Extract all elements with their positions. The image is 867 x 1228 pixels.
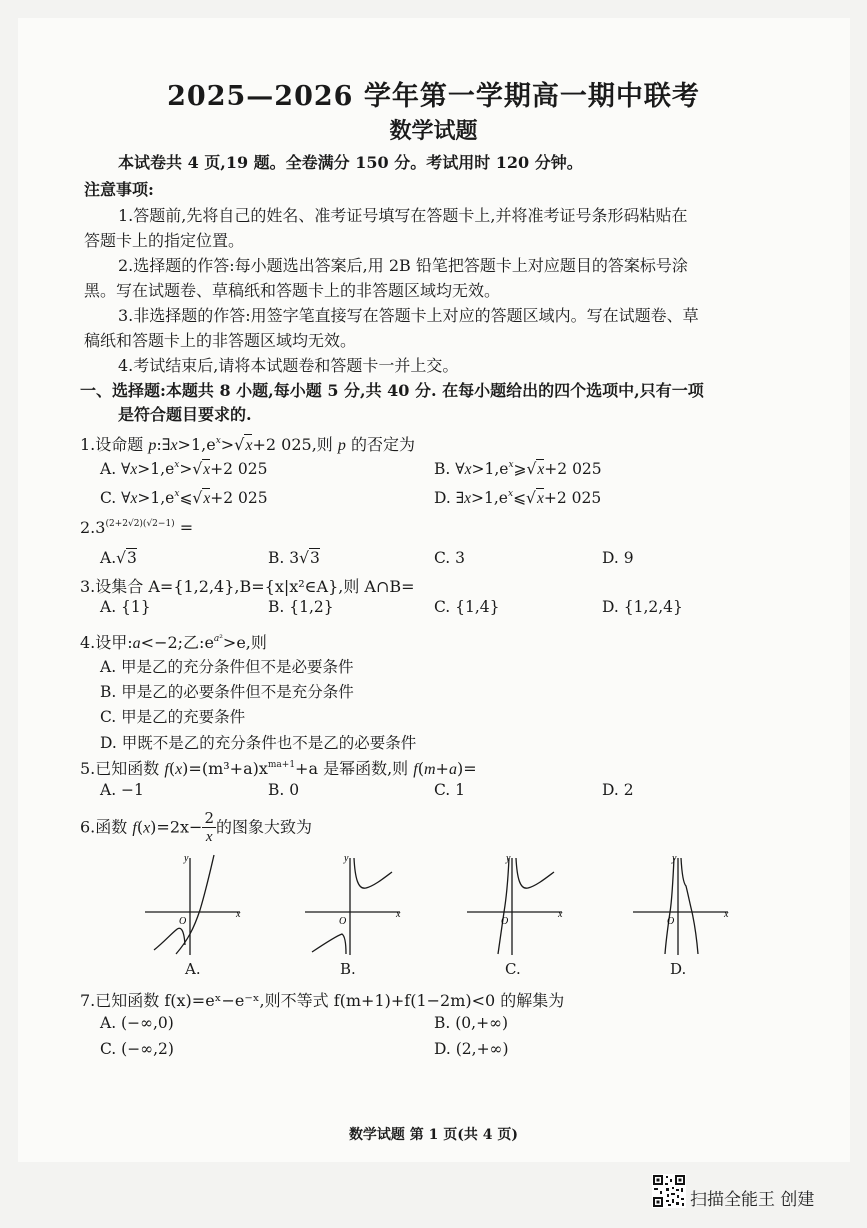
axis-y-label: y [184, 853, 189, 864]
question-4-option-c[interactable]: C. 甲是乙的充要条件 [100, 708, 246, 726]
question-5-option-a[interactable]: A. −1 [100, 781, 144, 799]
graph-d-label: D. [670, 960, 687, 978]
page-footer: 数学试题 第 1 页(共 4 页) [348, 1127, 519, 1143]
axis-y-label: y [506, 853, 511, 864]
question-6-stem: 6.函数 f(x)=2x− $\frac{2}{x}$ 的图象大致为 [80, 809, 312, 845]
question-1-option-d[interactable]: D. $\exists x>1,e^x⩽√x+2$ 025 [434, 489, 602, 507]
axis-y-label: y [672, 853, 677, 864]
question-4-option-d[interactable]: D. 甲既不是乙的充分条件也不是乙的必要条件 [100, 734, 417, 752]
question-1-option-b[interactable]: B. $\forall x>1,e^x⩾√x+2$ 025 [434, 460, 602, 478]
origin-label: O [339, 916, 347, 927]
section-1-heading-cont: 是符合题目要求的. [118, 405, 252, 424]
question-4-option-b[interactable]: B. 甲是乙的必要条件但不是充分条件 [100, 683, 354, 701]
exam-title: 2025—2026 学年第一学期高一期中联考 [167, 81, 700, 112]
question-7-option-b[interactable]: B. (0,+∞) [434, 1014, 509, 1032]
axis-y-label: y [344, 853, 349, 864]
question-1-stem: 1.设命题 $p:\exists x>1,e^x>√x+2$ 025,则 p 的否定为 [80, 435, 415, 454]
notice-1a: 1.答题前,先将自己的姓名、准考证号填写在答题卡上,并将准考证号条形码粘贴在 [118, 206, 688, 225]
question-2-stem: $2.3^{(2+2√2)(√2-1)}$ = [80, 518, 194, 537]
curve-right-branch [354, 858, 392, 888]
question-7-stem: 7.已知函数 f(x)=eˣ−e⁻ˣ,则不等式 f(m+1)+f(1−2m)<0 的解集为 [80, 991, 565, 1010]
question-7-option-c[interactable]: C. (−∞,2) [100, 1040, 174, 1058]
question-4-option-a[interactable]: A. 甲是乙的充分条件但不是必要条件 [100, 658, 354, 676]
question-2-option-b[interactable]: B. 3√3 [268, 549, 320, 567]
curve-left-branch [665, 858, 674, 954]
axis-x-label: x [558, 909, 563, 920]
graph-a-label: A. [185, 960, 201, 978]
notice-2b: 黑。写在试题卷、草稿纸和答题卡上的非答题区域均无效。 [84, 281, 501, 300]
graph-option-d[interactable] [628, 850, 738, 960]
curve-left-branch [312, 934, 346, 954]
question-5-stem: 5.已知函数 $f(x)=(m^3+a)x^{ma+1}+a$ 是幂函数,则 f(m+a)= [80, 759, 477, 778]
origin-label: O [501, 916, 509, 927]
curve-right-branch [681, 858, 698, 954]
graph-option-c[interactable] [462, 850, 572, 960]
question-3-stem: 3.设集合 A={1,2,4},B={x|x²∈A},则 A∩B= [80, 577, 415, 596]
question-7-option-a[interactable]: A. (−∞,0) [100, 1014, 174, 1032]
axis-x-label: x [396, 909, 401, 920]
notice-heading: 注意事项: [84, 180, 154, 199]
question-4-stem: 4.设甲:a<−2;乙$:e^{a^2}>e$,则 [80, 633, 267, 652]
exam-info: 本试卷共 4 页,19 题。全卷满分 150 分。考试用时 120 分钟。 [118, 153, 583, 172]
question-1-option-c[interactable]: C. $\forall x>1,e^x⩽√x+2$ 025 [100, 489, 268, 507]
question-3-option-a[interactable]: A. {1} [100, 598, 151, 616]
question-7-option-d[interactable]: D. (2,+∞) [434, 1040, 509, 1058]
question-3-option-d[interactable]: D. {1,2,4} [602, 598, 683, 616]
graph-b-label: B. [340, 960, 356, 978]
graph-option-b[interactable] [300, 850, 410, 960]
question-1-option-a[interactable]: A. $\forall x>1,e^x>√x+2$ 025 [100, 460, 268, 478]
graph-c-label: C. [505, 960, 521, 978]
question-5-option-c[interactable]: C. 1 [434, 781, 466, 799]
exam-subtitle: 数学试题 [389, 118, 478, 144]
question-3-option-c[interactable]: C. {1,4} [434, 598, 500, 616]
curve-left-branch [154, 928, 185, 950]
graph-option-a[interactable] [140, 850, 250, 960]
question-5-option-b[interactable]: B. 0 [268, 781, 300, 799]
notice-1b: 答题卡上的指定位置。 [84, 231, 245, 250]
qr-code-icon [652, 1174, 686, 1208]
axis-x-label: x [724, 909, 729, 920]
notice-3b: 稿纸和答题卡上的非答题区域均无效。 [84, 331, 357, 350]
origin-label: O [667, 916, 675, 927]
notice-3a: 3.非选择题的作答:用签字笔直接写在答题卡上对应的答题区域内。写在试题卷、草 [118, 306, 699, 325]
question-2-option-d[interactable]: D. 9 [602, 549, 634, 567]
scanner-watermark: 扫描全能王 创建 [690, 1190, 815, 1210]
question-5-option-d[interactable]: D. 2 [602, 781, 634, 799]
axis-x-label: x [236, 909, 241, 920]
section-1-heading: 一、选择题:本题共 8 小题,每小题 5 分,共 40 分. 在每小题给出的四个选项中,只有一项 [80, 381, 704, 400]
question-2-option-c[interactable]: C. 3 [434, 549, 466, 567]
curve-right-branch [176, 855, 214, 954]
notice-4: 4.考试结束后,请将本试题卷和答题卡一并上交。 [118, 356, 459, 375]
notice-2a: 2.选择题的作答:每小题选出答案后,用 2B 铅笔把答题卡上对应题目的答案标号涂 [118, 256, 688, 275]
question-3-option-b[interactable]: B. {1,2} [268, 598, 334, 616]
curve-left-branch [498, 858, 509, 954]
origin-label: O [179, 916, 187, 927]
question-2-option-a[interactable]: A.√3 [100, 549, 137, 567]
curve-right-branch [516, 858, 554, 888]
